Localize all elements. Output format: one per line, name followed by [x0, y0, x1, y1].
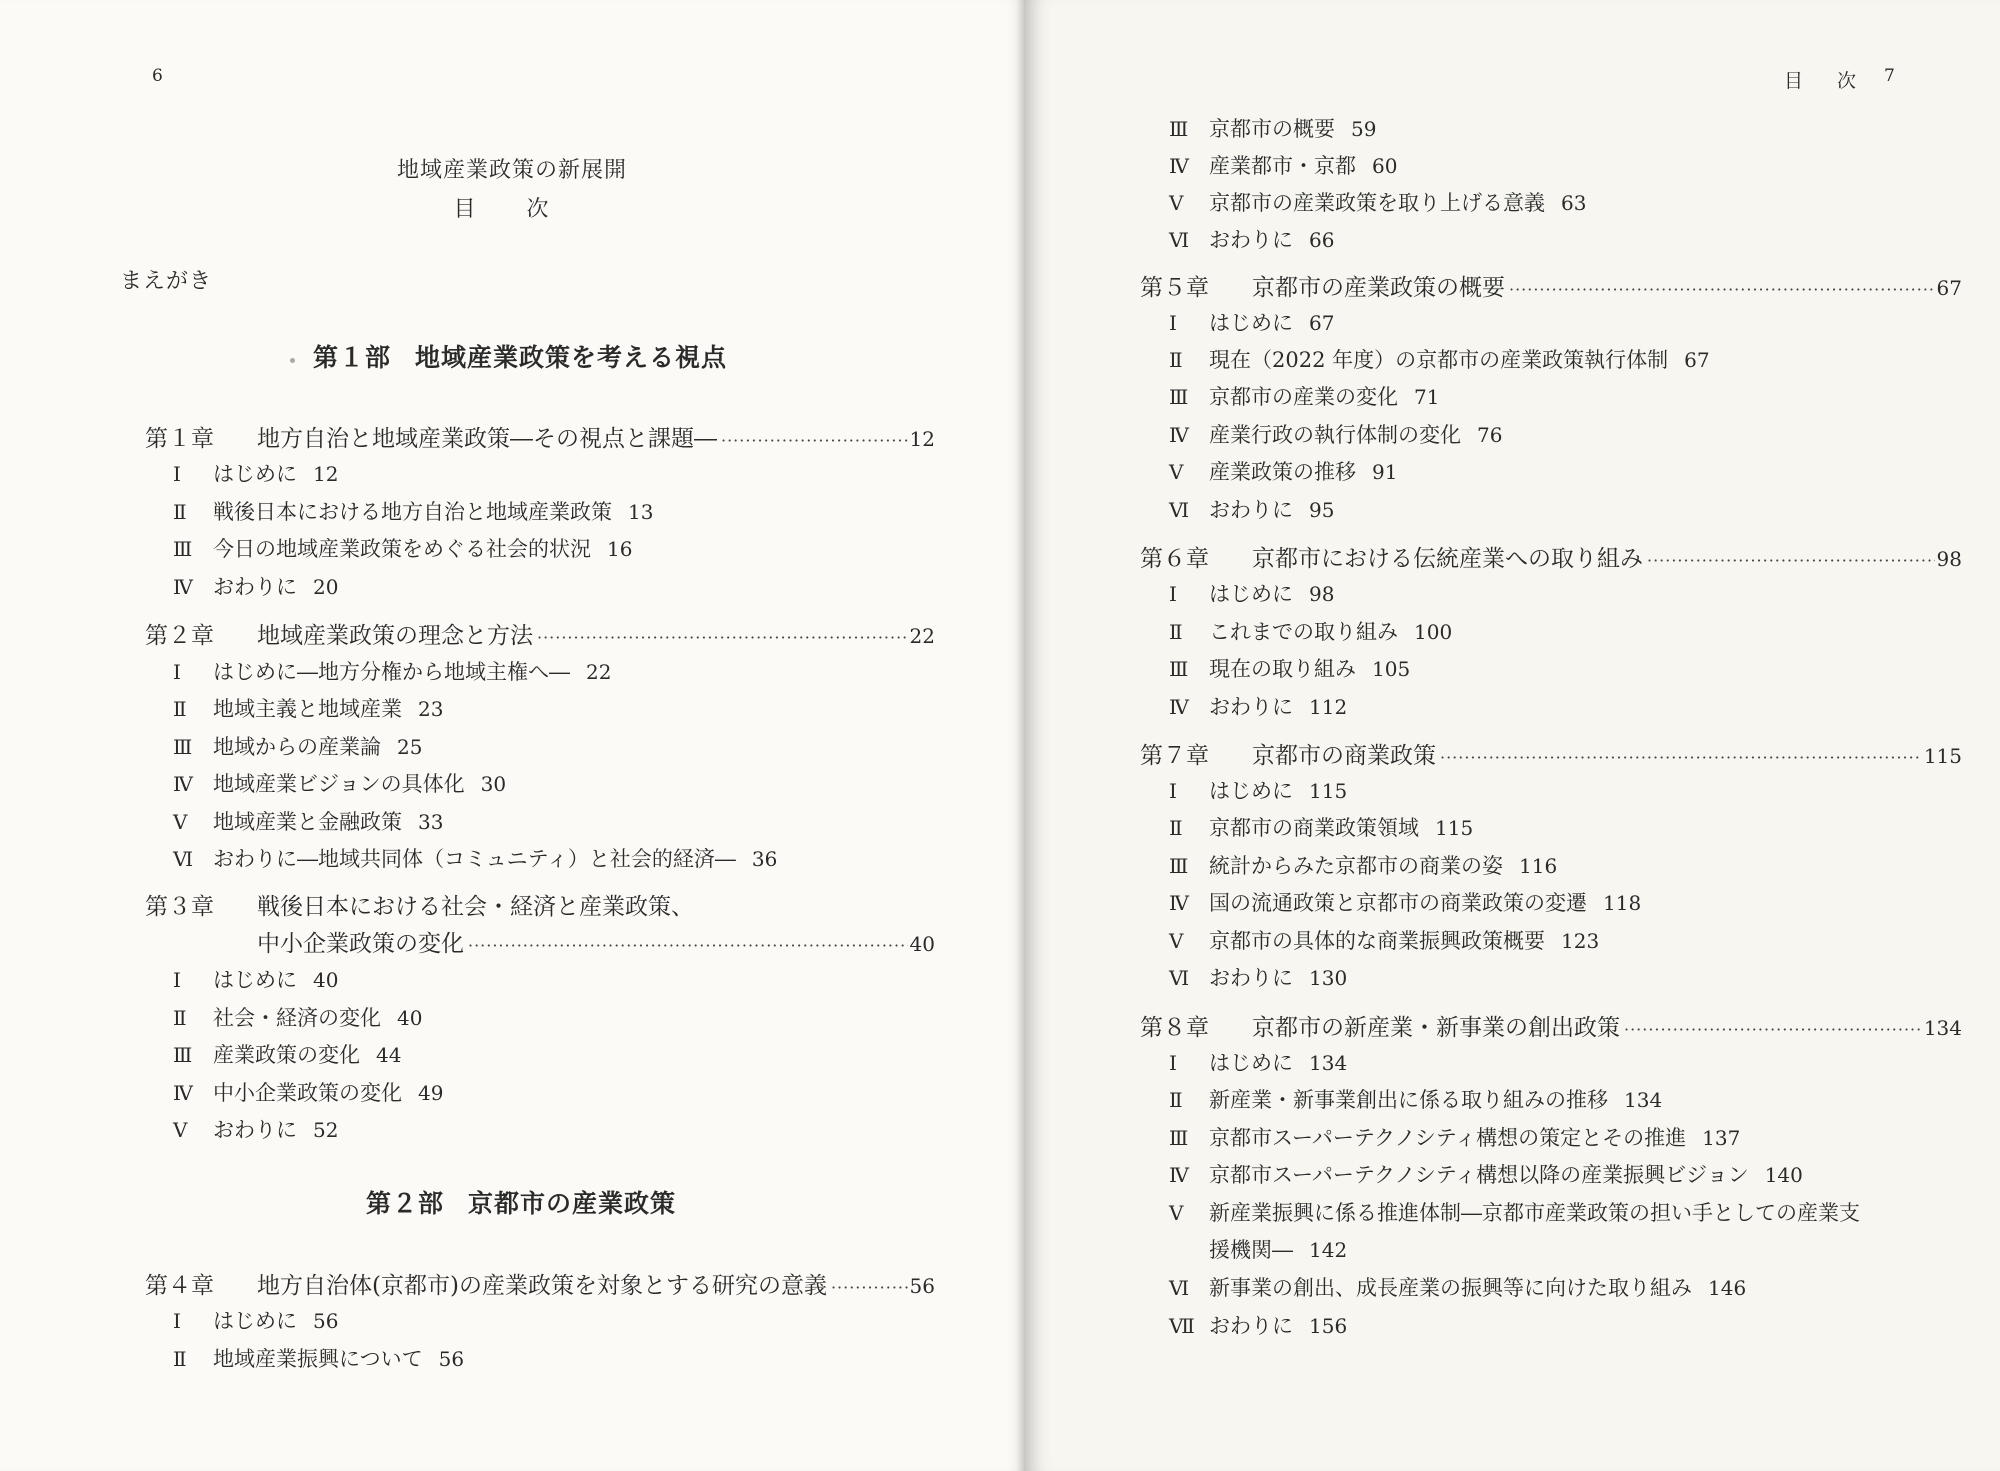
toc-chapter-3-line2 [257, 925, 935, 958]
chapter-title: 京都市における伝統産業への取り組み [1252, 546, 1643, 572]
section-title: 国の流通政策と京都市の商業政策の変遷 [1209, 891, 1587, 915]
toc-section [173, 1002, 422, 1032]
section-title: 京都市の概要 [1209, 117, 1335, 141]
chapter-title: 地方自治体(京都市)の産業政策を対象とする研究の意義 [257, 1273, 827, 1299]
section-title: 地域産業ビジョンの具体化 [213, 772, 465, 796]
chapter-number: 第４章 [145, 1273, 214, 1299]
toc-section [1169, 456, 1397, 486]
toc-section [173, 496, 653, 526]
toc-section [1169, 150, 1397, 180]
section-title: はじめに [1209, 582, 1293, 606]
section-numeral: Ⅰ [1169, 311, 1177, 335]
section-title: おわりに [213, 1118, 297, 1142]
section-title: はじめに [1209, 1051, 1293, 1075]
toc-section [173, 964, 338, 994]
toc-section [1169, 775, 1347, 805]
section-page: 44 [376, 1043, 402, 1067]
section-numeral: Ⅲ [1169, 117, 1189, 141]
section-title-line2: 援機関― [1209, 1238, 1293, 1262]
chapter-title: 京都市の商業政策 [1252, 743, 1436, 769]
chapter-number: 第５章 [1140, 275, 1209, 301]
section-page: 98 [1309, 582, 1335, 606]
section-page: 91 [1372, 460, 1398, 484]
section-page: 36 [751, 847, 778, 871]
section-numeral: Ⅴ [1169, 460, 1184, 484]
chapter-number: 第８章 [1140, 1015, 1209, 1041]
part-heading [366, 1184, 676, 1220]
section-numeral: Ⅱ [173, 697, 187, 721]
toc-title: 目 次 [453, 197, 571, 222]
section-numeral: Ⅲ [173, 735, 193, 759]
part-number: 第１部 [313, 343, 392, 372]
toc-section [173, 533, 632, 563]
section-title: 京都市の商業政策領域 [1209, 816, 1419, 840]
leader-dots [1624, 1020, 1922, 1039]
running-head: 目 次 [1784, 70, 1871, 92]
section-numeral: Ⅲ [1169, 385, 1189, 409]
toc-section [173, 656, 611, 686]
section-title: はじめに [1209, 779, 1293, 803]
section-numeral: Ⅲ [173, 1043, 193, 1067]
section-numeral: Ⅴ [173, 1118, 188, 1142]
toc-section [1169, 1197, 1860, 1227]
part-title: 京都市の産業政策 [468, 1189, 677, 1218]
chapter-number: 第２章 [145, 623, 214, 649]
toc-section [1169, 224, 1334, 254]
toc-chapter-8 [1140, 1009, 1962, 1042]
section-page: 20 [313, 575, 339, 599]
toc-section [1169, 113, 1376, 143]
section-numeral: Ⅳ [173, 772, 193, 796]
section-title: 地域からの産業論 [213, 735, 381, 759]
toc-chapter-7 [1140, 737, 1962, 770]
toc-section [173, 571, 338, 601]
section-page: 30 [480, 772, 507, 796]
toc-chapter-3 [145, 888, 694, 921]
part-heading [313, 338, 727, 374]
section-page: 116 [1519, 854, 1558, 878]
section-numeral: Ⅵ [173, 847, 194, 871]
section-title: 統計からみた京都市の商業の姿 [1209, 854, 1503, 878]
section-title: 地域産業と金融政策 [213, 810, 402, 834]
chapter-page: 56 [909, 1274, 935, 1298]
toc-section-continuation [1209, 1234, 1347, 1264]
section-numeral: Ⅵ [1169, 966, 1190, 990]
right-page [1024, 0, 2000, 1471]
toc-section [173, 458, 338, 488]
section-numeral: Ⅶ [1169, 1314, 1195, 1338]
toc-section [173, 768, 506, 798]
section-title: 新事業の創出、成長産業の振興等に向けた取り組み [1209, 1276, 1692, 1300]
section-title: はじめに [1209, 311, 1293, 335]
section-title: はじめに [213, 1309, 297, 1333]
chapter-page: 12 [909, 427, 935, 451]
book-title: 地域産業政策の新展開 [396, 158, 627, 183]
section-numeral: Ⅰ [173, 968, 181, 992]
toc-section [1169, 1122, 1740, 1152]
chapter-title: 地域産業政策の理念と方法 [257, 623, 533, 649]
section-title: おわりに [213, 575, 297, 599]
section-title: おわりに [1209, 498, 1293, 522]
section-numeral: Ⅵ [1169, 1276, 1190, 1300]
section-page: 95 [1309, 498, 1335, 522]
section-numeral: Ⅳ [1169, 154, 1189, 178]
section-page: 146 [1708, 1276, 1747, 1300]
foreword-entry: まえがき [120, 269, 213, 294]
part-number: 第２部 [366, 1189, 445, 1218]
toc-section [1169, 962, 1347, 992]
section-page: 40 [313, 968, 339, 992]
section-page: 13 [628, 500, 654, 524]
toc-section [1169, 812, 1473, 842]
section-numeral: Ⅰ [1169, 779, 1177, 803]
section-page: 134 [1309, 1051, 1348, 1075]
toc-chapter-2 [145, 617, 935, 650]
section-title: おわりに [1209, 695, 1293, 719]
section-numeral: Ⅴ [1169, 1201, 1184, 1225]
toc-section [1169, 381, 1439, 411]
section-numeral: Ⅰ [173, 1309, 181, 1333]
section-numeral: Ⅴ [173, 810, 188, 834]
section-numeral: Ⅴ [1169, 929, 1184, 953]
chapter-page: 134 [1923, 1016, 1962, 1040]
chapter-number: 第６章 [1140, 546, 1209, 572]
section-title: 現在の取り組み [1209, 657, 1356, 681]
section-title: 今日の地域産業政策をめぐる社会的状況 [213, 537, 591, 561]
section-title: 中小企業政策の変化 [213, 1081, 402, 1105]
chapter-title: 地方自治と地域産業政策―その視点と課題― [257, 426, 717, 452]
section-page: 25 [397, 735, 423, 759]
section-page: 56 [438, 1347, 465, 1371]
toc-section [173, 1305, 338, 1335]
chapter-title: 戦後日本における社会・経済と産業政策、 [257, 894, 694, 920]
section-page: 63 [1561, 191, 1587, 215]
leader-dots [1509, 280, 1935, 299]
section-numeral: Ⅱ [1169, 1088, 1183, 1112]
section-numeral: Ⅱ [1169, 620, 1183, 644]
section-title: 新産業振興に係る推進体制―京都市産業政策の担い手としての産業支 [1209, 1201, 1860, 1225]
section-page: 112 [1309, 695, 1348, 719]
leader-dots [1647, 551, 1935, 570]
toc-section [1169, 653, 1410, 683]
section-title: 産業行政の執行体制の変化 [1209, 423, 1461, 447]
toc-section [1169, 925, 1599, 955]
section-page: 12 [313, 462, 339, 486]
toc-section [173, 843, 777, 873]
toc-section [1169, 1084, 1662, 1114]
section-title: 産業政策の変化 [213, 1043, 360, 1067]
section-page: 16 [607, 537, 633, 561]
toc-section [1169, 1159, 1803, 1189]
section-title: おわりに [1209, 1314, 1293, 1338]
toc-section [1169, 187, 1586, 217]
section-title: 京都市の産業の変化 [1209, 385, 1398, 409]
toc-section [1169, 1310, 1347, 1340]
leader-dots [468, 936, 908, 955]
toc-chapter-1 [145, 420, 935, 453]
toc-section [173, 693, 443, 723]
toc-section [1169, 494, 1334, 524]
chapter-title-line2: 中小企業政策の変化 [257, 931, 464, 957]
section-title: 戦後日本における地方自治と地域産業政策 [213, 500, 612, 524]
section-page: 52 [313, 1118, 339, 1142]
toc-section [173, 806, 443, 836]
section-page: 59 [1351, 117, 1377, 141]
toc-chapter-4 [145, 1267, 935, 1300]
section-page: 60 [1372, 154, 1398, 178]
toc-chapter-5 [1140, 269, 1962, 302]
section-page: 118 [1603, 891, 1642, 915]
section-page: 100 [1414, 620, 1453, 644]
section-numeral: Ⅲ [173, 537, 193, 561]
section-page: 66 [1309, 228, 1335, 252]
section-page: 130 [1309, 966, 1348, 990]
toc-section [1169, 887, 1641, 917]
leader-dots [721, 431, 908, 450]
toc-section [173, 1077, 443, 1107]
section-page: 115 [1435, 816, 1474, 840]
section-page: 40 [397, 1006, 423, 1030]
toc-section [173, 1343, 464, 1373]
chapter-title: 京都市の新産業・新事業の創出政策 [1252, 1015, 1620, 1041]
section-title: 京都市の産業政策を取り上げる意義 [1209, 191, 1545, 215]
toc-section [1169, 1272, 1746, 1302]
toc-section [1169, 1047, 1347, 1077]
chapter-number: 第３章 [145, 894, 214, 920]
section-title: 社会・経済の変化 [213, 1006, 381, 1030]
section-title: これまでの取り組み [1209, 620, 1398, 644]
section-page: 33 [418, 810, 444, 834]
section-page: 56 [313, 1309, 339, 1333]
section-title: 京都市スーパーテクノシティ構想の策定とその推進 [1209, 1126, 1687, 1150]
section-page: 67 [1684, 348, 1710, 372]
toc-section [1169, 850, 1557, 880]
section-numeral: Ⅲ [1169, 1126, 1189, 1150]
section-title: おわりに―地域共同体（コミュニティ）と社会的経済― [213, 847, 736, 871]
section-title: 京都市スーパーテクノシティ構想以降の産業振興ビジョン [1209, 1163, 1749, 1187]
toc-section [1169, 419, 1502, 449]
section-page: 105 [1372, 657, 1411, 681]
section-numeral: Ⅵ [1169, 498, 1190, 522]
toc-section [1169, 616, 1452, 646]
section-numeral: Ⅰ [1169, 1051, 1177, 1075]
part-title: 地域産業政策を考える視点 [415, 343, 728, 372]
section-numeral: Ⅱ [1169, 816, 1183, 840]
chapter-number: 第１章 [145, 426, 214, 452]
section-page: 49 [418, 1081, 444, 1105]
toc-section [1169, 307, 1334, 337]
section-title: おわりに [1209, 966, 1293, 990]
section-page: 134 [1624, 1088, 1663, 1112]
leader-dots [537, 628, 908, 647]
section-page: 137 [1702, 1126, 1741, 1150]
left-page-number: 6 [152, 66, 163, 86]
section-page: 67 [1309, 311, 1335, 335]
stray-mark [290, 358, 295, 363]
chapter-title: 京都市の産業政策の概要 [1252, 275, 1505, 301]
section-numeral: Ⅳ [1169, 891, 1189, 915]
section-title: はじめに―地方分権から地域主権へ― [213, 660, 570, 684]
leader-dots [1440, 748, 1922, 767]
toc-chapter-6 [1140, 540, 1962, 573]
section-page: 123 [1561, 929, 1600, 953]
chapter-page: 115 [1923, 744, 1962, 768]
section-page: 142 [1309, 1238, 1348, 1262]
section-numeral: Ⅳ [173, 575, 193, 599]
section-title: 地域主義と地域産業 [213, 697, 402, 721]
section-title: 現在（2022 年度）の京都市の産業政策執行体制 [1209, 348, 1669, 372]
right-page-number: 7 [1884, 66, 1895, 86]
section-numeral: Ⅰ [173, 462, 181, 486]
section-numeral: Ⅵ [1169, 228, 1190, 252]
toc-section [173, 1114, 338, 1144]
section-numeral: Ⅱ [173, 500, 187, 524]
section-page: 140 [1764, 1163, 1803, 1187]
toc-section [1169, 578, 1334, 608]
section-page: 23 [418, 697, 444, 721]
section-page: 22 [586, 660, 612, 684]
section-title: 地域産業振興について [213, 1347, 423, 1371]
section-numeral: Ⅳ [173, 1081, 193, 1105]
section-numeral: Ⅳ [1169, 423, 1189, 447]
section-numeral: Ⅲ [1169, 657, 1189, 681]
section-numeral: Ⅲ [1169, 854, 1189, 878]
section-title: 京都市の具体的な商業振興政策概要 [1209, 929, 1545, 953]
chapter-page: 22 [909, 624, 935, 648]
toc-section [1169, 691, 1347, 721]
section-title: 新産業・新事業創出に係る取り組みの推移 [1209, 1088, 1608, 1112]
chapter-number: 第７章 [1140, 743, 1209, 769]
toc-section [173, 1039, 401, 1069]
chapter-page: 40 [909, 932, 935, 956]
section-numeral: Ⅱ [1169, 348, 1183, 372]
section-numeral: Ⅴ [1169, 191, 1184, 215]
section-numeral: Ⅳ [1169, 1163, 1189, 1187]
section-page: 115 [1309, 779, 1348, 803]
section-numeral: Ⅰ [173, 660, 181, 684]
section-title: はじめに [213, 968, 297, 992]
section-title: 産業都市・京都 [1209, 154, 1356, 178]
section-page: 156 [1309, 1314, 1348, 1338]
section-numeral: Ⅰ [1169, 582, 1177, 606]
section-title: 産業政策の推移 [1209, 460, 1356, 484]
leader-dots [831, 1278, 908, 1297]
section-title: おわりに [1209, 228, 1293, 252]
toc-section [173, 731, 422, 761]
section-page: 76 [1477, 423, 1503, 447]
chapter-page: 67 [1936, 276, 1962, 300]
section-numeral: Ⅱ [173, 1006, 187, 1030]
section-page: 71 [1414, 385, 1440, 409]
section-numeral: Ⅱ [173, 1347, 187, 1371]
section-numeral: Ⅳ [1169, 695, 1189, 719]
section-title: はじめに [213, 462, 297, 486]
toc-section [1169, 344, 1710, 374]
chapter-page: 98 [1936, 547, 1962, 571]
